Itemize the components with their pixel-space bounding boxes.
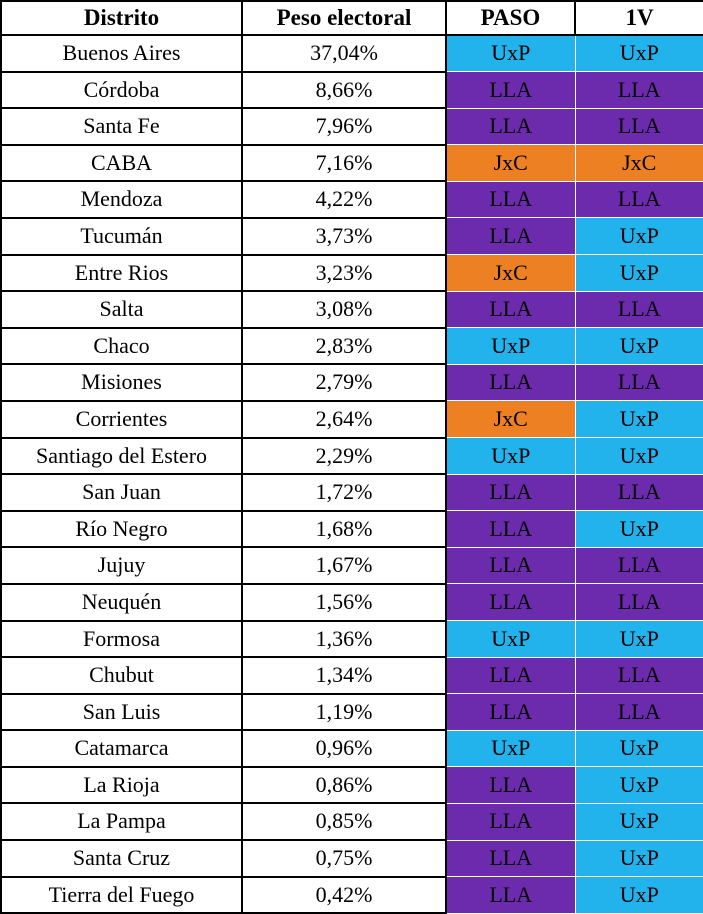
- table-row: [1, 694, 703, 731]
- table-row: [1, 328, 703, 365]
- cell-distrito: Chubut: [1, 657, 242, 694]
- cell-peso-electoral: 0,75%: [242, 840, 446, 877]
- cell-distrito: Santa Fe: [1, 108, 242, 145]
- cell-paso-result: LLA: [446, 767, 575, 804]
- table-row: [1, 72, 703, 109]
- column-header-distrito: Distrito: [1, 1, 242, 35]
- cell-peso-electoral: 0,96%: [242, 730, 446, 767]
- cell-peso-electoral: 1,56%: [242, 584, 446, 621]
- cell-1v-result: UxP: [575, 511, 703, 548]
- cell-distrito: La Pampa: [1, 803, 242, 840]
- cell-paso-result: LLA: [446, 474, 575, 511]
- cell-1v-result: UxP: [575, 767, 703, 804]
- cell-peso-electoral: 2,64%: [242, 401, 446, 438]
- cell-paso-result: UxP: [446, 621, 575, 658]
- cell-paso-result: LLA: [446, 694, 575, 731]
- cell-peso-electoral: 2,79%: [242, 364, 446, 401]
- cell-distrito: San Juan: [1, 474, 242, 511]
- cell-distrito: Jujuy: [1, 547, 242, 584]
- cell-paso-result: LLA: [446, 547, 575, 584]
- table-row: [1, 364, 703, 401]
- table-row: [1, 584, 703, 621]
- cell-peso-electoral: 1,36%: [242, 621, 446, 658]
- cell-1v-result: UxP: [575, 218, 703, 255]
- cell-1v-result: LLA: [575, 657, 703, 694]
- cell-1v-result: LLA: [575, 584, 703, 621]
- cell-peso-electoral: 3,73%: [242, 218, 446, 255]
- table-row: [1, 547, 703, 584]
- cell-paso-result: LLA: [446, 877, 575, 914]
- cell-paso-result: UxP: [446, 35, 575, 72]
- table-header: [1, 1, 703, 35]
- cell-1v-result: UxP: [575, 328, 703, 365]
- cell-paso-result: UxP: [446, 328, 575, 365]
- column-header-1v: 1V: [575, 1, 703, 35]
- cell-distrito: Formosa: [1, 621, 242, 658]
- column-header-peso-electoral: Peso electoral: [242, 1, 446, 35]
- table-row: [1, 621, 703, 658]
- cell-distrito: Salta: [1, 291, 242, 328]
- cell-1v-result: LLA: [575, 364, 703, 401]
- cell-1v-result: UxP: [575, 438, 703, 475]
- cell-1v-result: LLA: [575, 694, 703, 731]
- table-row: [1, 877, 703, 914]
- table-header-row: [1, 1, 703, 35]
- cell-peso-electoral: 1,72%: [242, 474, 446, 511]
- cell-distrito: Tucumán: [1, 218, 242, 255]
- cell-peso-electoral: 8,66%: [242, 72, 446, 109]
- cell-distrito: San Luis: [1, 694, 242, 731]
- cell-distrito: Corrientes: [1, 401, 242, 438]
- column-header-paso: PASO: [446, 1, 575, 35]
- table-row: [1, 730, 703, 767]
- cell-distrito: Neuquén: [1, 584, 242, 621]
- cell-paso-result: LLA: [446, 108, 575, 145]
- cell-peso-electoral: 1,68%: [242, 511, 446, 548]
- cell-peso-electoral: 2,83%: [242, 328, 446, 365]
- cell-peso-electoral: 0,86%: [242, 767, 446, 804]
- table-row: [1, 145, 703, 182]
- cell-distrito: Mendoza: [1, 181, 242, 218]
- table-row: [1, 108, 703, 145]
- cell-1v-result: UxP: [575, 621, 703, 658]
- cell-1v-result: UxP: [575, 840, 703, 877]
- cell-1v-result: LLA: [575, 108, 703, 145]
- table-row: [1, 401, 703, 438]
- cell-paso-result: LLA: [446, 72, 575, 109]
- cell-paso-result: LLA: [446, 291, 575, 328]
- cell-peso-electoral: 1,19%: [242, 694, 446, 731]
- cell-distrito: La Rioja: [1, 767, 242, 804]
- cell-distrito: Chaco: [1, 328, 242, 365]
- cell-paso-result: JxC: [446, 145, 575, 182]
- table-row: [1, 35, 703, 72]
- cell-peso-electoral: 4,22%: [242, 181, 446, 218]
- cell-peso-electoral: 1,67%: [242, 547, 446, 584]
- cell-1v-result: UxP: [575, 35, 703, 72]
- cell-peso-electoral: 1,34%: [242, 657, 446, 694]
- cell-distrito: Catamarca: [1, 730, 242, 767]
- cell-1v-result: LLA: [575, 291, 703, 328]
- table-row: [1, 840, 703, 877]
- cell-1v-result: JxC: [575, 145, 703, 182]
- cell-peso-electoral: 3,23%: [242, 255, 446, 292]
- cell-paso-result: UxP: [446, 438, 575, 475]
- cell-distrito: Entre Rios: [1, 255, 242, 292]
- cell-paso-result: UxP: [446, 730, 575, 767]
- table-row: [1, 511, 703, 548]
- cell-1v-result: LLA: [575, 474, 703, 511]
- table-row: [1, 803, 703, 840]
- cell-peso-electoral: 0,42%: [242, 877, 446, 914]
- cell-peso-electoral: 7,96%: [242, 108, 446, 145]
- cell-distrito: Buenos Aires: [1, 35, 242, 72]
- cell-1v-result: LLA: [575, 72, 703, 109]
- cell-distrito: CABA: [1, 145, 242, 182]
- cell-1v-result: LLA: [575, 547, 703, 584]
- cell-1v-result: LLA: [575, 181, 703, 218]
- cell-1v-result: UxP: [575, 877, 703, 914]
- cell-1v-result: UxP: [575, 401, 703, 438]
- table-row: [1, 181, 703, 218]
- cell-1v-result: UxP: [575, 255, 703, 292]
- table-body: [1, 35, 703, 913]
- cell-distrito: Córdoba: [1, 72, 242, 109]
- cell-peso-electoral: 2,29%: [242, 438, 446, 475]
- cell-paso-result: JxC: [446, 401, 575, 438]
- table-row: [1, 438, 703, 475]
- cell-distrito: Santiago del Estero: [1, 438, 242, 475]
- cell-1v-result: UxP: [575, 730, 703, 767]
- cell-paso-result: LLA: [446, 840, 575, 877]
- cell-distrito: Santa Cruz: [1, 840, 242, 877]
- cell-paso-result: LLA: [446, 511, 575, 548]
- cell-paso-result: LLA: [446, 584, 575, 621]
- cell-distrito: Tierra del Fuego: [1, 877, 242, 914]
- cell-peso-electoral: 7,16%: [242, 145, 446, 182]
- cell-peso-electoral: 37,04%: [242, 35, 446, 72]
- table-row: [1, 255, 703, 292]
- table-row: [1, 291, 703, 328]
- cell-paso-result: LLA: [446, 218, 575, 255]
- table-row: [1, 767, 703, 804]
- cell-paso-result: LLA: [446, 364, 575, 401]
- cell-paso-result: LLA: [446, 657, 575, 694]
- cell-paso-result: JxC: [446, 255, 575, 292]
- cell-1v-result: UxP: [575, 803, 703, 840]
- cell-paso-result: LLA: [446, 803, 575, 840]
- cell-peso-electoral: 0,85%: [242, 803, 446, 840]
- cell-paso-result: LLA: [446, 181, 575, 218]
- cell-peso-electoral: 3,08%: [242, 291, 446, 328]
- table-row: [1, 474, 703, 511]
- table-row: [1, 218, 703, 255]
- table-row: [1, 657, 703, 694]
- cell-distrito: Misiones: [1, 364, 242, 401]
- cell-distrito: Río Negro: [1, 511, 242, 548]
